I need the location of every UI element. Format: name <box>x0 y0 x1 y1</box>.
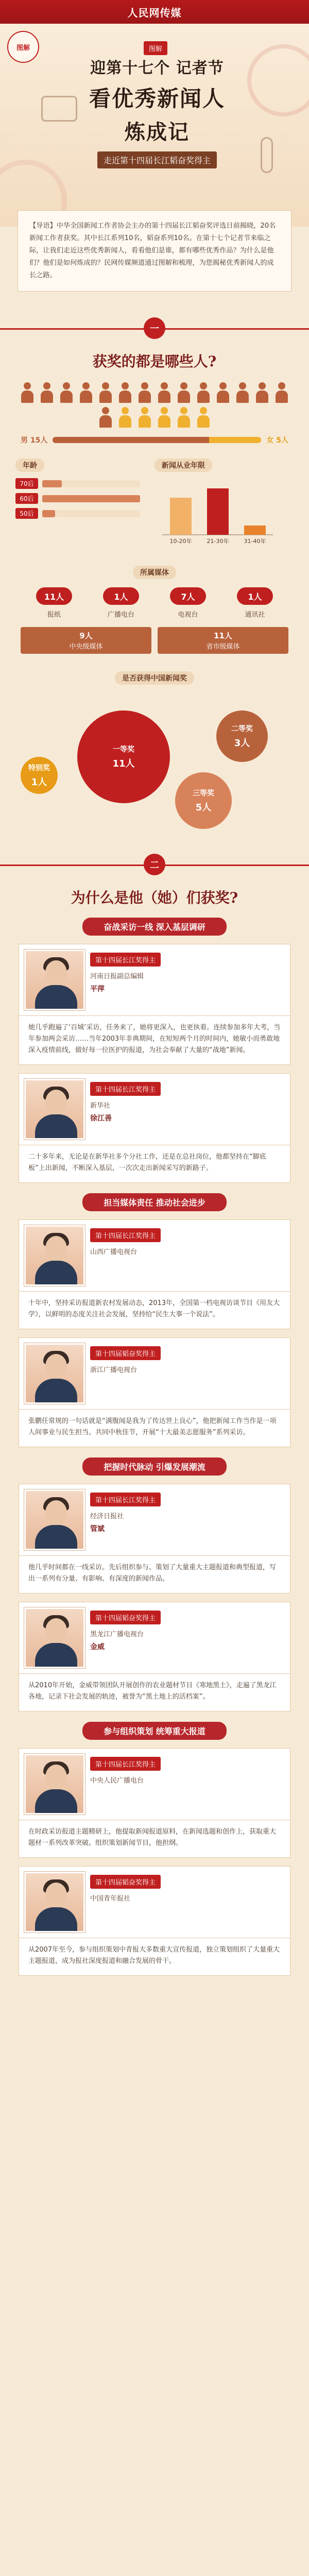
male-person-icon <box>138 382 151 403</box>
section-badge: 一 <box>144 317 165 339</box>
awardee-organization: 中央人民广播电台 <box>90 1777 144 1785</box>
award-label: 三等奖 <box>193 789 214 798</box>
awardee-info <box>90 1484 290 1555</box>
awardee-photo <box>24 1489 85 1550</box>
female-count: 女 5人 <box>266 436 288 445</box>
male-person-icon <box>236 382 249 403</box>
award-count: 3人 <box>234 738 250 749</box>
years-svg <box>154 478 278 550</box>
gender-ratio <box>21 435 288 445</box>
awardee-photo <box>24 1754 85 1815</box>
gender-bar <box>53 437 261 443</box>
section-2-body <box>0 918 309 1976</box>
male-person-icon <box>197 382 210 403</box>
awardee-info <box>90 944 290 1015</box>
male-count: 男 15人 <box>21 436 48 445</box>
media-count: 7人 <box>170 587 206 605</box>
awardee-story: 二十多年来，无论是在新华社多个分社工作，还是在总社岗位，他都坚持在“脚底板”上出新闻，不断深入基层，一次次走出新闻采写的新路子。 <box>19 1145 290 1183</box>
awardee-photo <box>24 1079 85 1140</box>
category-banner: 奋战采访一线 深入基层调研 <box>82 918 227 936</box>
microphone-icon <box>261 137 273 173</box>
awardee-card <box>19 944 290 1016</box>
female-person-icon <box>118 407 132 428</box>
awardee-photo <box>24 1607 85 1668</box>
years-tick-label: 31-40年 <box>244 538 266 545</box>
media-title-wrap <box>0 566 309 579</box>
awardee-story: 张鹏任常规的一句话就是“满腹闻是我为了传达世上良心”，他把新闻工作当作是一项人间事业与民生担当。共同中秋佳节，开展“十大最美志愿服务”系列采访。 <box>19 1410 290 1447</box>
award-count: 11人 <box>112 758 135 769</box>
male-person-icon <box>79 382 93 403</box>
media-group-count: 11人 <box>214 631 232 640</box>
age-row <box>15 493 154 504</box>
hero-tag: 图解 <box>144 41 167 55</box>
media-group-label: 中央级媒体 <box>69 643 103 651</box>
awardee-info <box>90 1074 290 1145</box>
awardee-info <box>90 1220 290 1291</box>
awardee-card <box>19 1337 290 1410</box>
age-label: 60后 <box>15 493 38 504</box>
awardee-card <box>19 1484 290 1556</box>
male-person-icon <box>21 382 34 403</box>
award-bubble <box>216 710 268 762</box>
age-bar <box>42 480 62 487</box>
award-badge: 第十四届韬奋奖得主 <box>90 1346 161 1360</box>
female-person-icon <box>177 407 191 428</box>
media-count: 11人 <box>36 587 72 605</box>
award-bubble <box>77 710 170 803</box>
awardee-info <box>90 1338 290 1409</box>
years-title: 新闻从业年限 <box>154 459 212 472</box>
awardee-card <box>19 1073 290 1145</box>
media-count: 1人 <box>103 587 139 605</box>
award-badge: 第十四届韬奋奖得主 <box>90 1611 161 1624</box>
hero-line2: 看优秀新闻人 <box>89 86 225 111</box>
hero <box>0 24 309 227</box>
awardee-organization: 新华社 <box>90 1102 111 1110</box>
award-label: 特别奖 <box>28 764 50 772</box>
media-group <box>21 627 151 654</box>
awardee-photo <box>24 950 85 1010</box>
award-badge: 第十四届长江奖得主 <box>90 1493 161 1506</box>
age-years-row <box>15 459 294 550</box>
awardee-name: 徐江善 <box>90 1114 112 1123</box>
hero-title <box>82 41 232 168</box>
media-item <box>160 587 216 619</box>
awardee-photo <box>24 1225 85 1286</box>
awardee-info <box>90 1867 290 1938</box>
award-badge: 第十四届长江奖得主 <box>90 1228 161 1242</box>
awardee-name: 管斌 <box>90 1525 105 1533</box>
male-person-icon <box>99 382 112 403</box>
male-person-icon <box>158 382 171 403</box>
gender-people-grid <box>21 382 288 428</box>
section-2-title: 为什么是他（她）们获奖? <box>71 889 238 906</box>
male-person-icon <box>216 382 230 403</box>
hero-deco-ring <box>247 44 309 116</box>
awardee-story: 他几乎时间都在一线采访。先后组织参与、策划了大量重大主题报道和典型报道，写出一系列有分量、有影响、有深度的新闻作品。 <box>19 1556 290 1594</box>
awardee-info <box>90 1749 290 1820</box>
male-person-icon <box>99 407 112 428</box>
male-person-icon <box>118 382 132 403</box>
awards-title-wrap <box>0 671 309 685</box>
male-person-icon <box>60 382 73 403</box>
awardee-story: 她几乎跑遍了‘百城’采访，任务来了，她将更深入，也更执着。连续参加多年大考，当年参加两会采访……当年2003年非典期间，在短短两个月的时间内，她敏小而勇敢地深入疫情前线，做好每一位医护的报道，为社会奉献了大量的“战地”新闻。 <box>19 1016 290 1065</box>
awardee-card <box>19 1219 290 1292</box>
award-badge: 第十四届韬奋奖得主 <box>90 1875 161 1889</box>
brand-logo[interactable]: 人民网传媒 <box>127 6 182 19</box>
male-fill <box>53 437 209 443</box>
awardee-photo <box>24 1343 85 1404</box>
age-bar <box>42 510 55 517</box>
awardee-card <box>19 1748 290 1820</box>
awardee-story: 从2010年开始，金威带领团队开展创作的农业题材节目《寒地黑土》，走遍了黑龙江各地，记录下社会发展的轨迹，被誉为“黑土地上的活档案”。 <box>19 1674 290 1711</box>
award-bubble <box>21 757 58 794</box>
media-groups <box>21 627 288 654</box>
age-track <box>42 480 140 487</box>
male-person-icon <box>275 382 288 403</box>
age-track <box>42 510 140 517</box>
award-count: 1人 <box>31 777 47 788</box>
category-banner: 参与组织策划 统筹重大报道 <box>82 1722 227 1740</box>
age-row <box>15 508 154 519</box>
age-column <box>15 459 154 550</box>
awardee-organization: 山西广播电视台 <box>90 1248 138 1256</box>
awardee-organization: 河南日报副总编辑 <box>90 973 144 980</box>
awardee-organization: 黑龙江广播电视台 <box>90 1631 144 1638</box>
brand-bar <box>0 0 309 24</box>
media-item <box>93 587 149 619</box>
awardee-organization: 经济日报社 <box>90 1513 124 1520</box>
age-bar <box>42 495 140 502</box>
seal-badge: 图解 <box>7 31 39 63</box>
award-badge: 第十四届长江奖得主 <box>90 1082 161 1096</box>
awardee-story: 从2007年至今，参与组织策划中青报大多数重大宣传报道，独立策划组织了大量重大主题报道，成为报社深度报道和融合发展的骨干。 <box>19 1938 290 1976</box>
media-title: 所属媒体 <box>133 566 176 579</box>
awardee-story: 在时政采访报道主题精研上，他提取新闻报道原料，在新闻选题和创作上，获取重大题材一系列改革突破。组织策划新闻节目，他担纲。 <box>19 1820 290 1858</box>
years-chart <box>154 478 294 550</box>
years-bar <box>244 526 266 535</box>
media-label: 电视台 <box>178 611 198 619</box>
awardee-organization: 浙江广播电视台 <box>90 1366 138 1374</box>
awardee-name: 金威 <box>90 1643 105 1651</box>
award-count: 5人 <box>195 802 212 813</box>
media-group-label: 省市级媒体 <box>206 643 240 651</box>
female-person-icon <box>197 407 210 428</box>
age-label: 50后 <box>15 508 38 519</box>
awardee-card <box>19 1866 290 1938</box>
awardee-photo <box>24 1872 85 1933</box>
media-label: 广播电台 <box>107 611 134 619</box>
category-banner: 担当媒体责任 推动社会进步 <box>82 1193 227 1211</box>
age-title: 年龄 <box>15 459 44 472</box>
age-track <box>42 495 140 502</box>
camera-icon <box>41 96 77 122</box>
awardee-story: 十年中，坚持采访报道新农村发展动态，2013年，全国第一档电视访谈节目《用友大学》，以鲜明的态度关注社会发展，坚持给“民生大事一个说法”。 <box>19 1292 290 1329</box>
years-column <box>154 459 294 550</box>
male-person-icon <box>177 382 191 403</box>
female-person-icon <box>138 407 151 428</box>
award-label: 二等奖 <box>231 725 253 733</box>
section-2-head <box>0 844 309 885</box>
section-1-head <box>0 308 309 348</box>
media-item <box>26 587 82 619</box>
age-label: 70后 <box>15 478 38 489</box>
category-banner: 把握时代脉动 引爆发展潮流 <box>82 1458 227 1476</box>
award-label: 一等奖 <box>113 745 134 754</box>
section-badge: 二 <box>144 854 165 875</box>
media-group <box>158 627 288 654</box>
media-label: 报纸 <box>47 611 61 619</box>
awardee-card <box>19 1602 290 1674</box>
media-row <box>21 587 288 619</box>
years-tick-label: 10-20年 <box>169 538 192 545</box>
awards-bubbles <box>0 690 309 844</box>
hero-subtitle: 走近第十四届长江韬奋奖得主 <box>97 151 217 168</box>
years-tick-label: 21-30年 <box>207 538 229 545</box>
section-1-title: 获奖的都是哪些人? <box>92 353 217 370</box>
media-count: 1人 <box>237 587 273 605</box>
female-person-icon <box>158 407 171 428</box>
male-person-icon <box>40 382 54 403</box>
award-badge: 第十四届长江奖得主 <box>90 953 161 967</box>
hero-line1: 迎第十七个 记者节 <box>90 59 224 77</box>
age-row <box>15 478 154 489</box>
award-bubble <box>175 772 232 829</box>
media-label: 通讯社 <box>245 611 265 619</box>
awards-title: 是否获得中国新闻奖 <box>115 671 194 685</box>
award-badge: 第十四届长江奖得主 <box>90 1757 161 1771</box>
male-person-icon <box>255 382 269 403</box>
years-bar <box>170 498 192 535</box>
awardee-info <box>90 1602 290 1673</box>
media-item <box>227 587 283 619</box>
intro-box: 【导语】中华全国新闻工作者协会主办的第十四届长江韬奋奖评选日前揭晓，20名新闻工作者获奖。其中长江系列10名，韬奋系列10名。在第十七个记者节来临之际，让我们走近这些优秀新闻人，看看他们是谁，都有哪些优秀作品？为什么是他们？他们是如何炼成的？民网传媒频道通过图解和梳理，为您揭秘优秀新闻人的成长之路。 <box>18 210 291 292</box>
awardee-name: 平萍 <box>90 985 105 993</box>
years-bar <box>207 488 229 535</box>
media-group-count: 9人 <box>79 631 93 640</box>
hero-line3: 炼成记 <box>125 120 190 144</box>
age-bars <box>15 478 154 519</box>
awardee-organization: 中国青年报社 <box>90 1895 131 1903</box>
